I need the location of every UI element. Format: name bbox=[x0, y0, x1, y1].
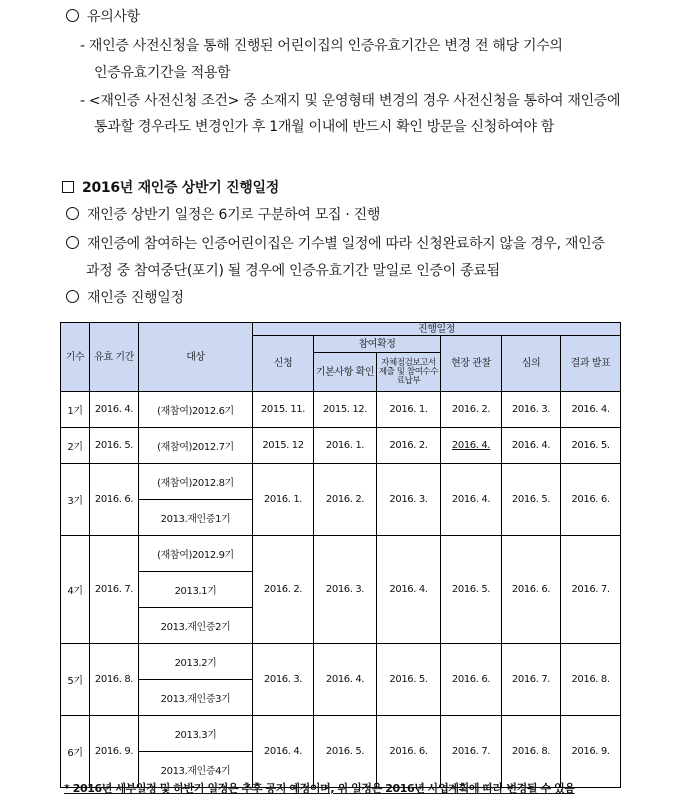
table-row bbox=[61, 536, 621, 572]
site-visit-underlined: 2016. 4. bbox=[451, 440, 491, 451]
header-review: 심의 bbox=[502, 336, 561, 392]
table-row bbox=[61, 644, 621, 680]
cell-self-check: 2016. 3. bbox=[377, 464, 441, 536]
header-progress: 진행일정 bbox=[253, 323, 621, 336]
cell-basic-check: 2016. 2. bbox=[314, 464, 377, 536]
cell-apply: 2016. 3. bbox=[253, 644, 314, 716]
cell-result: 2016. 8. bbox=[561, 644, 621, 716]
cell-result: 2016. 7. bbox=[561, 536, 621, 644]
cell-target: (재참여)2012.8기 bbox=[139, 464, 253, 500]
header-target: 대상 bbox=[139, 323, 253, 392]
schedule-section-title: 2016년 재인증 상반기 진행일정 bbox=[62, 177, 279, 197]
footnote: * 2016년 세부일정 및 하반기 일정은 추후 공지 예정이며, 위 일정은 2016년 사업계획에 따라 변경될 수 있음 bbox=[64, 782, 575, 795]
cell-apply: 2016. 2. bbox=[253, 536, 314, 644]
cell-valid: 2016. 4. bbox=[90, 392, 139, 428]
cell-site-visit bbox=[441, 428, 502, 464]
cell-basic-check: 2016. 3. bbox=[314, 536, 377, 644]
cell-target: 2013.재인증4기 bbox=[139, 752, 253, 788]
schedule-table bbox=[60, 322, 621, 788]
header-result: 결과 발표 bbox=[561, 336, 621, 392]
cell-self-check: 2016. 5. bbox=[377, 644, 441, 716]
cell-apply: 2016. 1. bbox=[253, 464, 314, 536]
cell-round: 2기 bbox=[61, 428, 90, 464]
cell-target: 2013.2기 bbox=[139, 644, 253, 680]
schedule-item-2-line2: 과정 중 참여중단(포기) 될 경우에 인증유효기간 말일로 인증이 종료됨 bbox=[86, 263, 500, 279]
square-bullet-icon bbox=[62, 181, 74, 193]
schedule-item-3: 재인증 진행일정 bbox=[66, 289, 184, 307]
schedule-item-2: 재인증에 참여하는 인증어린이집은 기수별 일정에 따라 신청완료하지 않을 경우, 재인증 bbox=[66, 235, 605, 253]
circle-bullet-icon bbox=[66, 9, 79, 22]
cell-valid: 2016. 5. bbox=[90, 428, 139, 464]
table-row bbox=[61, 428, 621, 464]
cell-result: 2016. 6. bbox=[561, 464, 621, 536]
cell-self-check: 2016. 4. bbox=[377, 536, 441, 644]
table-row bbox=[61, 392, 621, 428]
cell-review: 2016. 6. bbox=[502, 536, 561, 644]
cell-valid: 2016. 8. bbox=[90, 644, 139, 716]
cell-self-check: 2016. 1. bbox=[377, 392, 441, 428]
cell-review: 2016. 7. bbox=[502, 644, 561, 716]
cell-site-visit: 2016. 5. bbox=[441, 536, 502, 644]
header-basic-check: 기본사항 확인 bbox=[314, 353, 377, 392]
cell-review: 2016. 4. bbox=[502, 428, 561, 464]
notes-bullet-1-line1: - 재인증 사전신청을 통해 진행된 어린이집의 인증유효기간은 변경 전 해당 기수의 bbox=[80, 38, 563, 54]
cell-round: 1기 bbox=[61, 392, 90, 428]
circle-bullet-icon bbox=[66, 290, 79, 303]
table-row bbox=[61, 464, 621, 500]
cell-self-check: 2016. 6. bbox=[377, 716, 441, 788]
header-apply: 신청 bbox=[253, 336, 314, 392]
cell-basic-check: 2016. 1. bbox=[314, 428, 377, 464]
notes-bullet-2-line1: - <재인증 사전신청 조건> 중 소재지 및 운영형태 변경의 경우 사전신청을 통하여 재인증에 bbox=[80, 93, 621, 109]
schedule-item-1: 재인증 상반기 일정은 6기로 구분하여 모집 · 진행 bbox=[66, 206, 380, 224]
notes-bullet-1-line2: 인증유효기간을 적용함 bbox=[94, 65, 231, 81]
cell-valid: 2016. 6. bbox=[90, 464, 139, 536]
cell-target: 2013.재인증3기 bbox=[139, 680, 253, 716]
cell-site-visit: 2016. 7. bbox=[441, 716, 502, 788]
cell-round: 4기 bbox=[61, 536, 90, 644]
cell-target: (재참여)2012.9기 bbox=[139, 536, 253, 572]
cell-target: (재참여)2012.6기 bbox=[139, 392, 253, 428]
cell-basic-check: 2016. 5. bbox=[314, 716, 377, 788]
cell-site-visit: 2016. 4. bbox=[441, 464, 502, 536]
table-row bbox=[61, 716, 621, 752]
circle-bullet-icon bbox=[66, 207, 79, 220]
header-round: 기수 bbox=[61, 323, 90, 392]
notes-bullet-2-line2: 통과할 경우라도 변경인가 후 1개월 이내에 반드시 확인 방문을 신청하여야 함 bbox=[94, 119, 555, 135]
cell-review: 2016. 5. bbox=[502, 464, 561, 536]
cell-review: 2016. 8. bbox=[502, 716, 561, 788]
circle-bullet-icon bbox=[66, 236, 79, 249]
cell-valid: 2016. 7. bbox=[90, 536, 139, 644]
cell-basic-check: 2016. 4. bbox=[314, 644, 377, 716]
cell-round: 5기 bbox=[61, 644, 90, 716]
cell-target: 2013.1기 bbox=[139, 572, 253, 608]
cell-round: 3기 bbox=[61, 464, 90, 536]
cell-valid: 2016. 9. bbox=[90, 716, 139, 788]
cell-apply: 2016. 4. bbox=[253, 716, 314, 788]
header-valid-period: 유효 기간 bbox=[90, 323, 139, 392]
header-self-check: 자체점검보고서 제출 및 참여수수료납부 bbox=[377, 353, 441, 392]
notes-heading: 유의사항 bbox=[66, 8, 140, 26]
cell-basic-check: 2015. 12. bbox=[314, 392, 377, 428]
cell-target: 2013.재인증2기 bbox=[139, 608, 253, 644]
cell-self-check: 2016. 2. bbox=[377, 428, 441, 464]
cell-result: 2016. 5. bbox=[561, 428, 621, 464]
cell-review: 2016. 3. bbox=[502, 392, 561, 428]
cell-result: 2016. 4. bbox=[561, 392, 621, 428]
cell-target: 2013.3기 bbox=[139, 716, 253, 752]
cell-site-visit: 2016. 6. bbox=[441, 644, 502, 716]
cell-result: 2016. 9. bbox=[561, 716, 621, 788]
cell-round: 6기 bbox=[61, 716, 90, 788]
cell-target: (재참여)2012.7기 bbox=[139, 428, 253, 464]
header-site-visit: 현장 관찰 bbox=[441, 336, 502, 392]
cell-site-visit: 2016. 2. bbox=[441, 392, 502, 428]
cell-target: 2013.재인증1기 bbox=[139, 500, 253, 536]
header-confirm: 참여확정 bbox=[314, 336, 441, 353]
cell-apply: 2015. 11. bbox=[253, 392, 314, 428]
cell-apply: 2015. 12 bbox=[253, 428, 314, 464]
